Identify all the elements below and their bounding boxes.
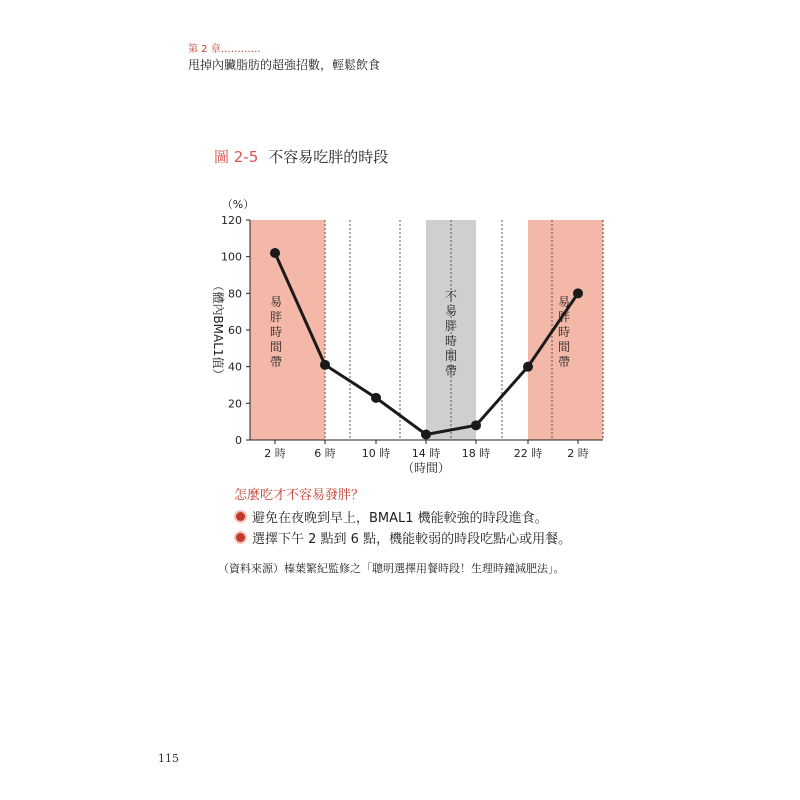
band-label: 易胖時間帶	[269, 295, 283, 369]
figure-title: 不容易吃胖的時段	[268, 148, 389, 166]
data-point	[270, 248, 280, 258]
x-axis-label: （時間）	[401, 461, 451, 475]
x-tick-label: 14 時	[411, 447, 441, 460]
fattening-band	[250, 220, 325, 440]
y-unit-label: （%）	[221, 198, 255, 211]
x-tick-label: 10 時	[361, 447, 391, 460]
tips-heading: 怎麼吃才不容易發胖？	[234, 488, 365, 503]
band-label: 不易胖時間帶	[444, 289, 458, 378]
y-tick-label: 0	[235, 434, 242, 447]
tip-text: 選擇下午 2 點到 6 點，機能較弱的時段吃點心或用餐。	[252, 532, 572, 547]
y-tick-label: 20	[228, 397, 242, 411]
running-title: 甩掉內臟脂肪的超強招數，輕鬆飲食	[188, 58, 381, 72]
x-tick-label: 2 時	[264, 447, 286, 460]
data-point	[421, 430, 431, 440]
tip-item	[234, 528, 571, 547]
y-tick-label: 100	[221, 250, 242, 264]
x-tick-label: 18 時	[461, 447, 491, 460]
figure-number: 圖 2-5	[214, 148, 259, 166]
y-tick-label: 40	[228, 360, 242, 374]
data-point	[523, 362, 533, 372]
y-tick-label: 60	[228, 324, 242, 337]
data-point	[371, 393, 381, 403]
x-tick-label: 22 時	[513, 447, 543, 460]
tip-item	[234, 507, 571, 526]
y-tick-label: 120	[221, 214, 242, 227]
source-note: （資料來源）榛葉繁紀監修之「聰明選擇用餐時段！生理時鐘減肥法」。	[218, 562, 565, 575]
data-point	[573, 288, 583, 298]
bullet-icon	[234, 510, 247, 523]
data-point	[471, 420, 481, 430]
band-label: 易胖時間帶	[557, 295, 571, 369]
y-tick-label: 80	[228, 287, 242, 301]
x-tick-label: 6 時	[314, 447, 336, 460]
y-axis-label: （體內BMAL1值）	[211, 279, 225, 381]
chapter-label: 第 2 章…………	[188, 44, 261, 55]
bullet-icon	[234, 531, 247, 544]
tips-block	[234, 484, 571, 549]
data-point	[320, 360, 330, 370]
x-tick-label: 2 時	[567, 447, 589, 460]
tip-text: 避免在夜晚到早上，BMAL1 機能較強的時段進食。	[252, 511, 548, 526]
page-number: 115	[158, 752, 179, 765]
